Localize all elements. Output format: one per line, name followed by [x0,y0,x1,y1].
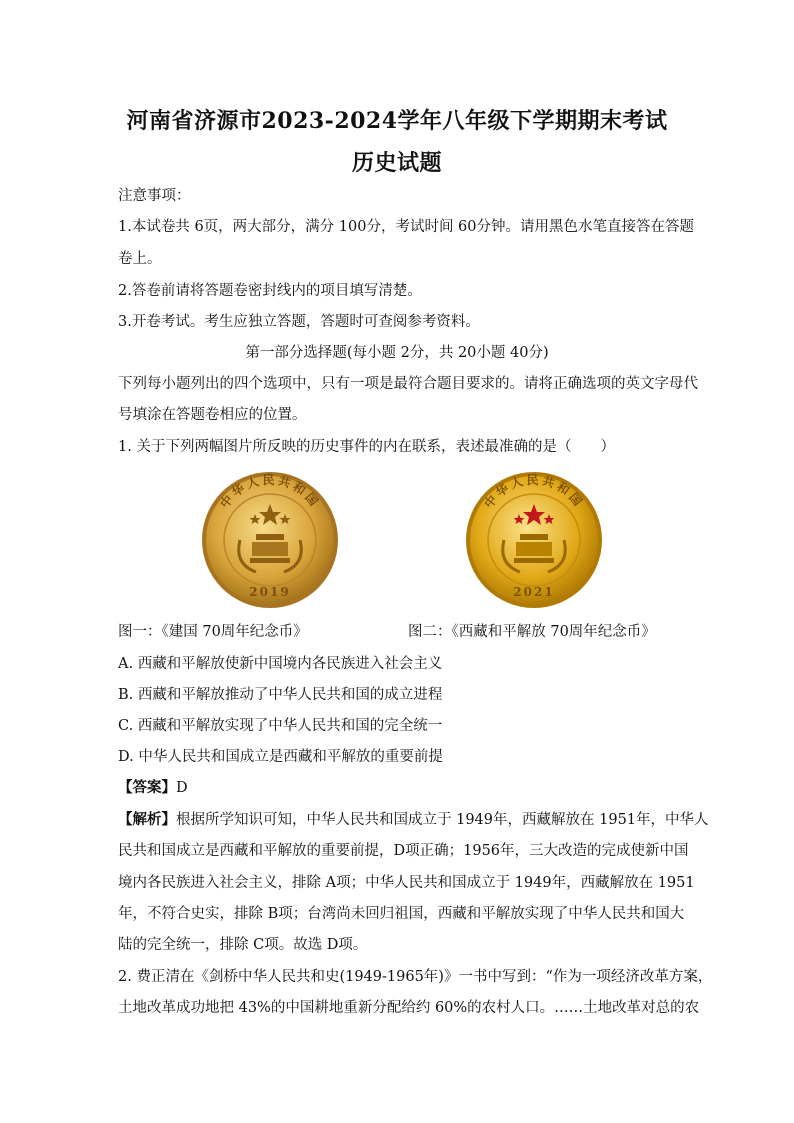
notice-heading: 注意事项： [118,188,191,204]
option-d: D. 中华人民共和国成立是西藏和平解放的重要前提 [118,749,443,765]
option-a: A. 西藏和平解放使新中国境内各民族进入社会主义 [118,656,443,672]
analysis-line-4: 年，不符合史实，排除 B项；台湾尚未回归祖国，西藏和平解放实现了中华人民共和国大 [118,906,685,922]
coin-2-year: 2021 [513,585,555,599]
figure-1-caption: 图一：《建国 70周年纪念币》 [118,624,308,640]
notice-item-2: 2.答卷前请将答题卷密封线内的项目填写清楚。 [118,283,422,299]
question-2-line-1: 2. 费正清在《剑桥中华人民共和史(1949-1965年)》一书中写到：“作为一项经济改革方案， [118,969,713,985]
answer-label: 【答案】 [118,779,176,796]
question-1-figures [0,470,794,610]
coin-1-year: 2019 [249,585,291,599]
option-b: B. 西藏和平解放推动了中华人民共和国的成立进程 [118,687,443,703]
coin-1-rim-text: 中华人民共和国 [217,473,323,511]
figure-2-caption: 图二：《西藏和平解放 70周年纪念币》 [408,624,656,640]
question-1-stem: 1. 关于下列两幅图片所反映的历史事件的内在联系，表述最准确的是（ ） [118,439,615,455]
exam-subject-title: 历史试题 [351,150,442,176]
prc-70th-anniversary-coin-image [200,470,340,610]
coin-2-rim-text: 中华人民共和国 [481,473,587,511]
notice-item-1-line-1: 1.本试卷共 6页，两大部分，满分 100分，考试时间 60分钟。请用黑色水笔直接答在答题 [118,219,695,235]
section-1-instruction-line-2: 号填涂在答题卷相应的位置。 [118,407,307,423]
analysis-line-2: 民共和国成立是西藏和平解放的重要前提，D项正确；1956年，三大改造的完成使新中国 [118,843,689,859]
analysis-text-1: 根据所学知识可知，中华人民共和国成立于 1949年，西藏解放在 1951年，中华人 [176,812,709,828]
notice-item-1-line-2: 卷上。 [118,251,162,267]
answer-value: D [176,780,188,796]
analysis-label: 【解析】 [118,811,176,828]
section-1-heading: 第一部分选择题(每小题 2分，共 20小题 40分) [245,345,549,361]
analysis-line-5: 陆的完全统一，排除 C项。故选 D项。 [118,937,368,953]
tibet-liberation-70th-anniversary-coin-image [464,470,604,610]
option-c: C. 西藏和平解放实现了中华人民共和国的完全统一 [118,718,443,734]
notice-item-3: 3.开卷考试。考生应独立答题，答题时可查阅参考资料。 [118,314,480,330]
analysis-line-3: 境内各民族进入社会主义，排除 A项；中华人民共和国成立于 1949年，西藏解放在 1951 [118,875,695,891]
analysis-line-1 [118,810,709,830]
section-1-instruction-line-1: 下列每小题列出的四个选项中，只有一项是最符合题目要求的。请将正确选项的英文字母代 [118,376,698,392]
question-2-line-2: 土地改革成功地把 43%的中国耕地重新分配给约 60%的农村人口。……土地改革对总的农 [118,1000,700,1016]
exam-title: 河南省济源市2023-2024学年八年级下学期期末考试 [126,108,668,134]
answer-line [118,778,684,798]
